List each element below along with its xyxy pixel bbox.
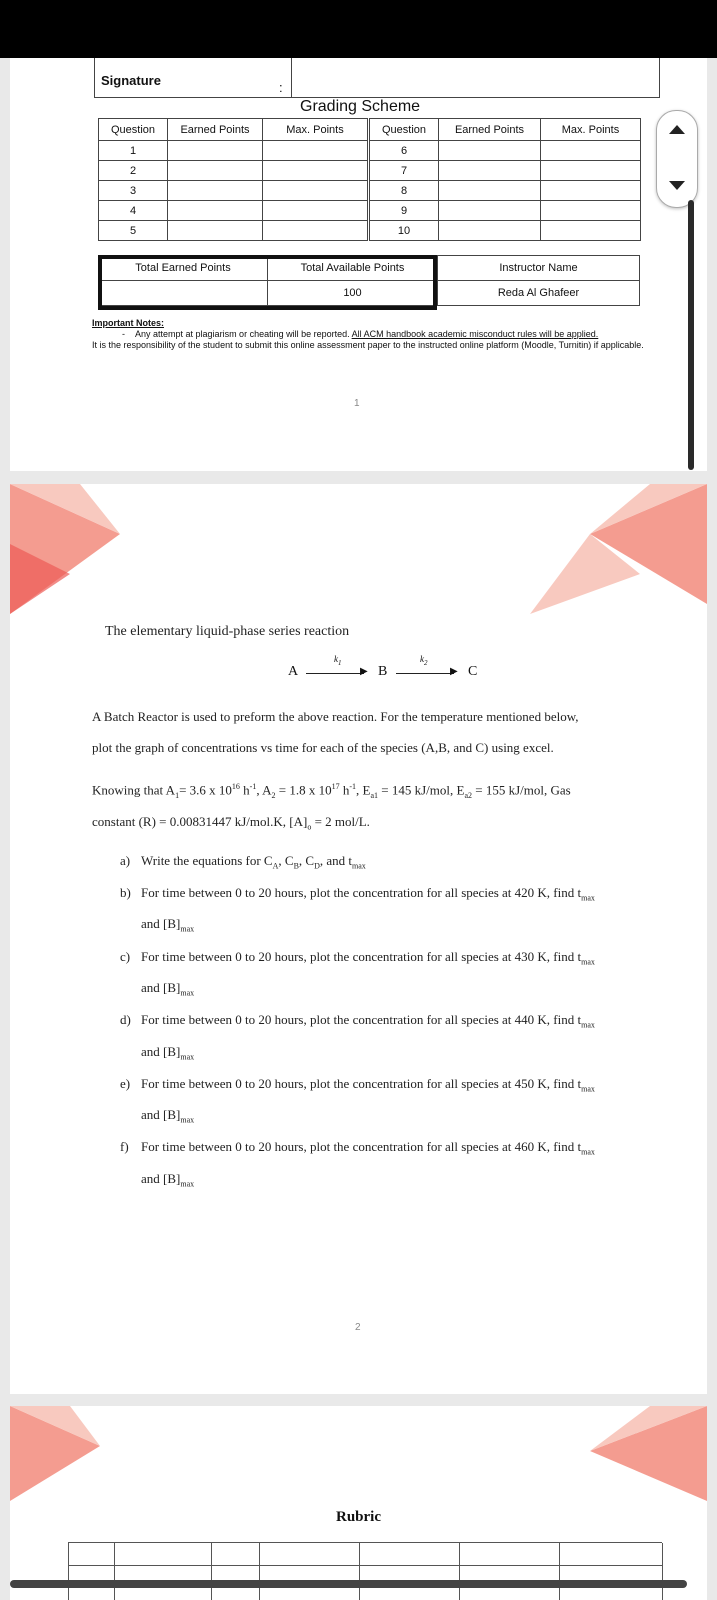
item-text bbox=[141, 949, 661, 967]
item-label: e) bbox=[120, 1076, 131, 1091]
arrow-2-head: ▶ bbox=[450, 666, 458, 677]
item-text bbox=[141, 1139, 661, 1157]
notes-heading: Important Notes: bbox=[92, 318, 164, 328]
notes-bullet bbox=[92, 329, 662, 340]
text-segment: , C bbox=[278, 853, 294, 868]
rubric-column-line bbox=[459, 1543, 460, 1600]
total-available-value: 100 bbox=[268, 281, 438, 306]
rubric-row-line bbox=[69, 1565, 663, 1566]
text-segment: For time between 0 to 20 hours, plot the concentration for all species at 420 K, find t bbox=[141, 885, 582, 900]
question-number: 8 bbox=[369, 181, 439, 201]
species-c: C bbox=[468, 664, 478, 679]
subscript: max bbox=[180, 1179, 195, 1189]
text-segment: , E bbox=[356, 782, 371, 798]
text-segment: , C bbox=[298, 853, 315, 868]
subscript: a1 bbox=[370, 790, 379, 800]
reactor-paragraph-line-2: plot the graph of concentrations vs time for each of the species (A,B, and C) using excel. bbox=[92, 740, 554, 755]
subscript: max bbox=[581, 1084, 595, 1094]
max-cell bbox=[263, 141, 369, 161]
top-status-bar bbox=[0, 0, 717, 58]
given-constants-line-1 bbox=[92, 782, 571, 800]
scroll-up-icon[interactable] bbox=[669, 125, 685, 134]
text-segment: = 155 kJ/mol, Gas bbox=[472, 782, 571, 798]
intro-text: The elementary liquid-phase series reaction bbox=[105, 624, 350, 639]
earned-cell bbox=[439, 141, 541, 161]
left-polygon-decoration bbox=[10, 484, 120, 624]
subscript: o bbox=[307, 822, 312, 832]
text-segment: For time between 0 to 20 hours, plot the concentration for all species at 460 K, find t bbox=[141, 1139, 582, 1154]
rubric-column-line bbox=[259, 1543, 260, 1600]
earned-cell bbox=[168, 141, 263, 161]
subscript: A bbox=[272, 861, 279, 871]
question-number: 4 bbox=[99, 201, 168, 221]
arrow-1 bbox=[306, 673, 364, 674]
text-segment: For time between 0 to 20 hours, plot the concentration for all species at 440 K, find t bbox=[141, 1012, 582, 1027]
item-label: c) bbox=[120, 949, 131, 964]
text-segment: and [B] bbox=[141, 916, 181, 931]
max-cell bbox=[541, 201, 641, 221]
grading-scheme-title: Grading Scheme bbox=[300, 98, 421, 115]
rate-constant-k2 bbox=[420, 654, 428, 667]
superscript: 16 bbox=[231, 782, 240, 791]
text-segment: and [B] bbox=[141, 1107, 181, 1122]
rubric-title: Rubric bbox=[336, 1509, 381, 1525]
subscript: B bbox=[293, 861, 299, 871]
bullet-marker: - bbox=[122, 329, 125, 339]
horizontal-scrollbar[interactable] bbox=[10, 1580, 687, 1588]
text-segment: , A bbox=[256, 782, 272, 798]
reaction-scheme bbox=[288, 656, 488, 686]
header-earned-points: Earned Points bbox=[168, 119, 263, 141]
question-number: 6 bbox=[369, 141, 439, 161]
text-segment: For time between 0 to 20 hours, plot the concentration for all species at 430 K, find t bbox=[141, 949, 582, 964]
text-segment: and [B] bbox=[141, 1044, 181, 1059]
question-number: 10 bbox=[369, 221, 439, 241]
max-cell bbox=[541, 221, 641, 241]
subscript: a2 bbox=[464, 790, 473, 800]
item-text bbox=[141, 1012, 661, 1030]
rubric-column-line bbox=[662, 1543, 663, 1600]
subscript: 1 bbox=[175, 790, 180, 800]
question-item-b-continuation bbox=[141, 916, 194, 934]
text-segment: = 3.6 x 10 bbox=[179, 782, 232, 798]
signature-label: Signature bbox=[101, 73, 161, 88]
subscript: max bbox=[581, 1020, 595, 1030]
given-constants-line-2 bbox=[92, 814, 370, 832]
superscript: 17 bbox=[331, 782, 340, 791]
text-segment: = 2 mol/L. bbox=[311, 814, 370, 829]
left-polygon-decoration bbox=[10, 1406, 110, 1506]
subscript: max bbox=[581, 893, 595, 903]
subscript: max bbox=[180, 988, 195, 998]
max-cell bbox=[541, 161, 641, 181]
document-page-1 bbox=[10, 58, 707, 471]
instructor-name-label: Instructor Name bbox=[438, 256, 640, 281]
item-text bbox=[141, 853, 661, 871]
question-item-d-continuation bbox=[141, 1044, 194, 1062]
subscript: max bbox=[352, 861, 366, 871]
subscript: D bbox=[314, 861, 320, 871]
item-text bbox=[141, 1076, 661, 1094]
question-number: 5 bbox=[99, 221, 168, 241]
notes-paragraph: It is the responsibility of the student to submit this online assessment paper to the instructed online platform (Moodle, Turnitin) if applicable. bbox=[92, 340, 644, 350]
grading-table bbox=[98, 118, 641, 241]
max-cell bbox=[541, 181, 641, 201]
rubric-column-line bbox=[559, 1543, 560, 1600]
right-polygon-decoration bbox=[530, 1406, 707, 1506]
vertical-scrollbar[interactable] bbox=[688, 200, 694, 470]
important-notes bbox=[92, 318, 662, 351]
header-max-points: Max. Points bbox=[263, 119, 369, 141]
earned-cell bbox=[168, 161, 263, 181]
earned-cell bbox=[168, 181, 263, 201]
text-segment: h bbox=[339, 782, 350, 798]
max-cell bbox=[263, 221, 369, 241]
header-max-points-2: Max. Points bbox=[541, 119, 641, 141]
subscript: max bbox=[581, 1147, 595, 1157]
bullet-text: Any attempt at plagiarism or cheating will be reported. bbox=[135, 329, 352, 339]
scroll-down-icon[interactable] bbox=[669, 181, 685, 190]
table-row bbox=[99, 181, 641, 201]
earned-cell bbox=[168, 201, 263, 221]
header-question: Question bbox=[99, 119, 168, 141]
table-row bbox=[99, 201, 641, 221]
subscript: max bbox=[581, 957, 595, 967]
item-text bbox=[141, 885, 661, 903]
totals-value-row bbox=[99, 281, 640, 306]
text-segment: , and t bbox=[319, 853, 352, 868]
signature-colon: : bbox=[279, 80, 283, 95]
text-segment: Write the equations for C bbox=[141, 853, 273, 868]
k1-symbol: k bbox=[334, 654, 338, 664]
earned-cell bbox=[439, 221, 541, 241]
max-cell bbox=[263, 161, 369, 181]
max-cell bbox=[263, 181, 369, 201]
item-label: b) bbox=[120, 885, 131, 900]
rubric-column-line bbox=[114, 1543, 115, 1600]
page-number-2: 2 bbox=[355, 1322, 361, 1333]
question-item-e-continuation bbox=[141, 1107, 194, 1125]
subscript: max bbox=[180, 1115, 195, 1125]
superscript: -1 bbox=[249, 782, 257, 791]
total-earned-value bbox=[99, 281, 268, 306]
total-available-label: Total Available Points bbox=[268, 256, 438, 281]
page-scroll-controls bbox=[656, 110, 698, 208]
question-item-c-continuation bbox=[141, 980, 194, 998]
species-b: B bbox=[378, 664, 388, 679]
text-segment: Knowing that A bbox=[92, 782, 176, 798]
earned-cell bbox=[439, 161, 541, 181]
document-page-3 bbox=[10, 1406, 707, 1600]
text-segment: constant (R) = 0.00831447 kJ/mol.K, [A] bbox=[92, 814, 308, 829]
totals-table bbox=[98, 255, 640, 306]
item-label: d) bbox=[120, 1012, 131, 1027]
arrow-1-head: ▶ bbox=[360, 666, 368, 677]
k2-symbol: k bbox=[420, 654, 424, 664]
item-label: f) bbox=[120, 1139, 129, 1154]
species-a: A bbox=[288, 664, 299, 679]
subscript: max bbox=[180, 1052, 195, 1062]
question-number: 9 bbox=[369, 201, 439, 221]
document-page-2 bbox=[10, 484, 707, 1394]
earned-cell bbox=[168, 221, 263, 241]
text-segment: = 1.8 x 10 bbox=[275, 782, 332, 798]
table-row bbox=[99, 221, 641, 241]
signature-box bbox=[94, 58, 660, 98]
rate-constant-k1 bbox=[334, 654, 342, 667]
item-label: a) bbox=[120, 853, 131, 868]
arrow-2 bbox=[396, 673, 454, 674]
text-segment: and [B] bbox=[141, 1171, 181, 1186]
max-cell bbox=[263, 201, 369, 221]
totals-header-row bbox=[99, 256, 640, 281]
k2-subscript: 2 bbox=[424, 658, 428, 667]
rubric-column-line bbox=[211, 1543, 212, 1600]
header-question-2: Question bbox=[369, 119, 439, 141]
earned-cell bbox=[439, 181, 541, 201]
question-number: 7 bbox=[369, 161, 439, 181]
header-earned-points-2: Earned Points bbox=[439, 119, 541, 141]
text-segment: For time between 0 to 20 hours, plot the concentration for all species at 450 K, find t bbox=[141, 1076, 582, 1091]
total-earned-label: Total Earned Points bbox=[99, 256, 268, 281]
text-segment: and [B] bbox=[141, 980, 181, 995]
subscript: max bbox=[180, 924, 195, 934]
instructor-name-value: Reda Al Ghafeer bbox=[438, 281, 640, 306]
page-number-1: 1 bbox=[354, 398, 360, 409]
signature-divider bbox=[291, 58, 292, 98]
table-row bbox=[99, 141, 641, 161]
superscript: -1 bbox=[349, 782, 357, 791]
text-segment: h bbox=[239, 782, 250, 798]
question-number: 1 bbox=[99, 141, 168, 161]
misconduct-rules-link[interactable]: All ACM handbook academic misconduct rules will be applied. bbox=[351, 329, 599, 339]
rubric-column-line bbox=[359, 1543, 360, 1600]
right-polygon-decoration bbox=[530, 484, 707, 624]
grading-header-row bbox=[99, 119, 641, 141]
question-number: 2 bbox=[99, 161, 168, 181]
rubric-table bbox=[68, 1542, 662, 1600]
earned-cell bbox=[439, 201, 541, 221]
table-row bbox=[99, 161, 641, 181]
reactor-paragraph-line-1: A Batch Reactor is used to preform the above reaction. For the temperature mentioned below, bbox=[92, 709, 579, 724]
text-segment: = 145 kJ/mol, E bbox=[378, 782, 465, 798]
max-cell bbox=[541, 141, 641, 161]
question-number: 3 bbox=[99, 181, 168, 201]
question-item-f-continuation bbox=[141, 1171, 194, 1189]
subscript: 2 bbox=[271, 790, 276, 800]
k1-subscript: 1 bbox=[338, 658, 342, 667]
